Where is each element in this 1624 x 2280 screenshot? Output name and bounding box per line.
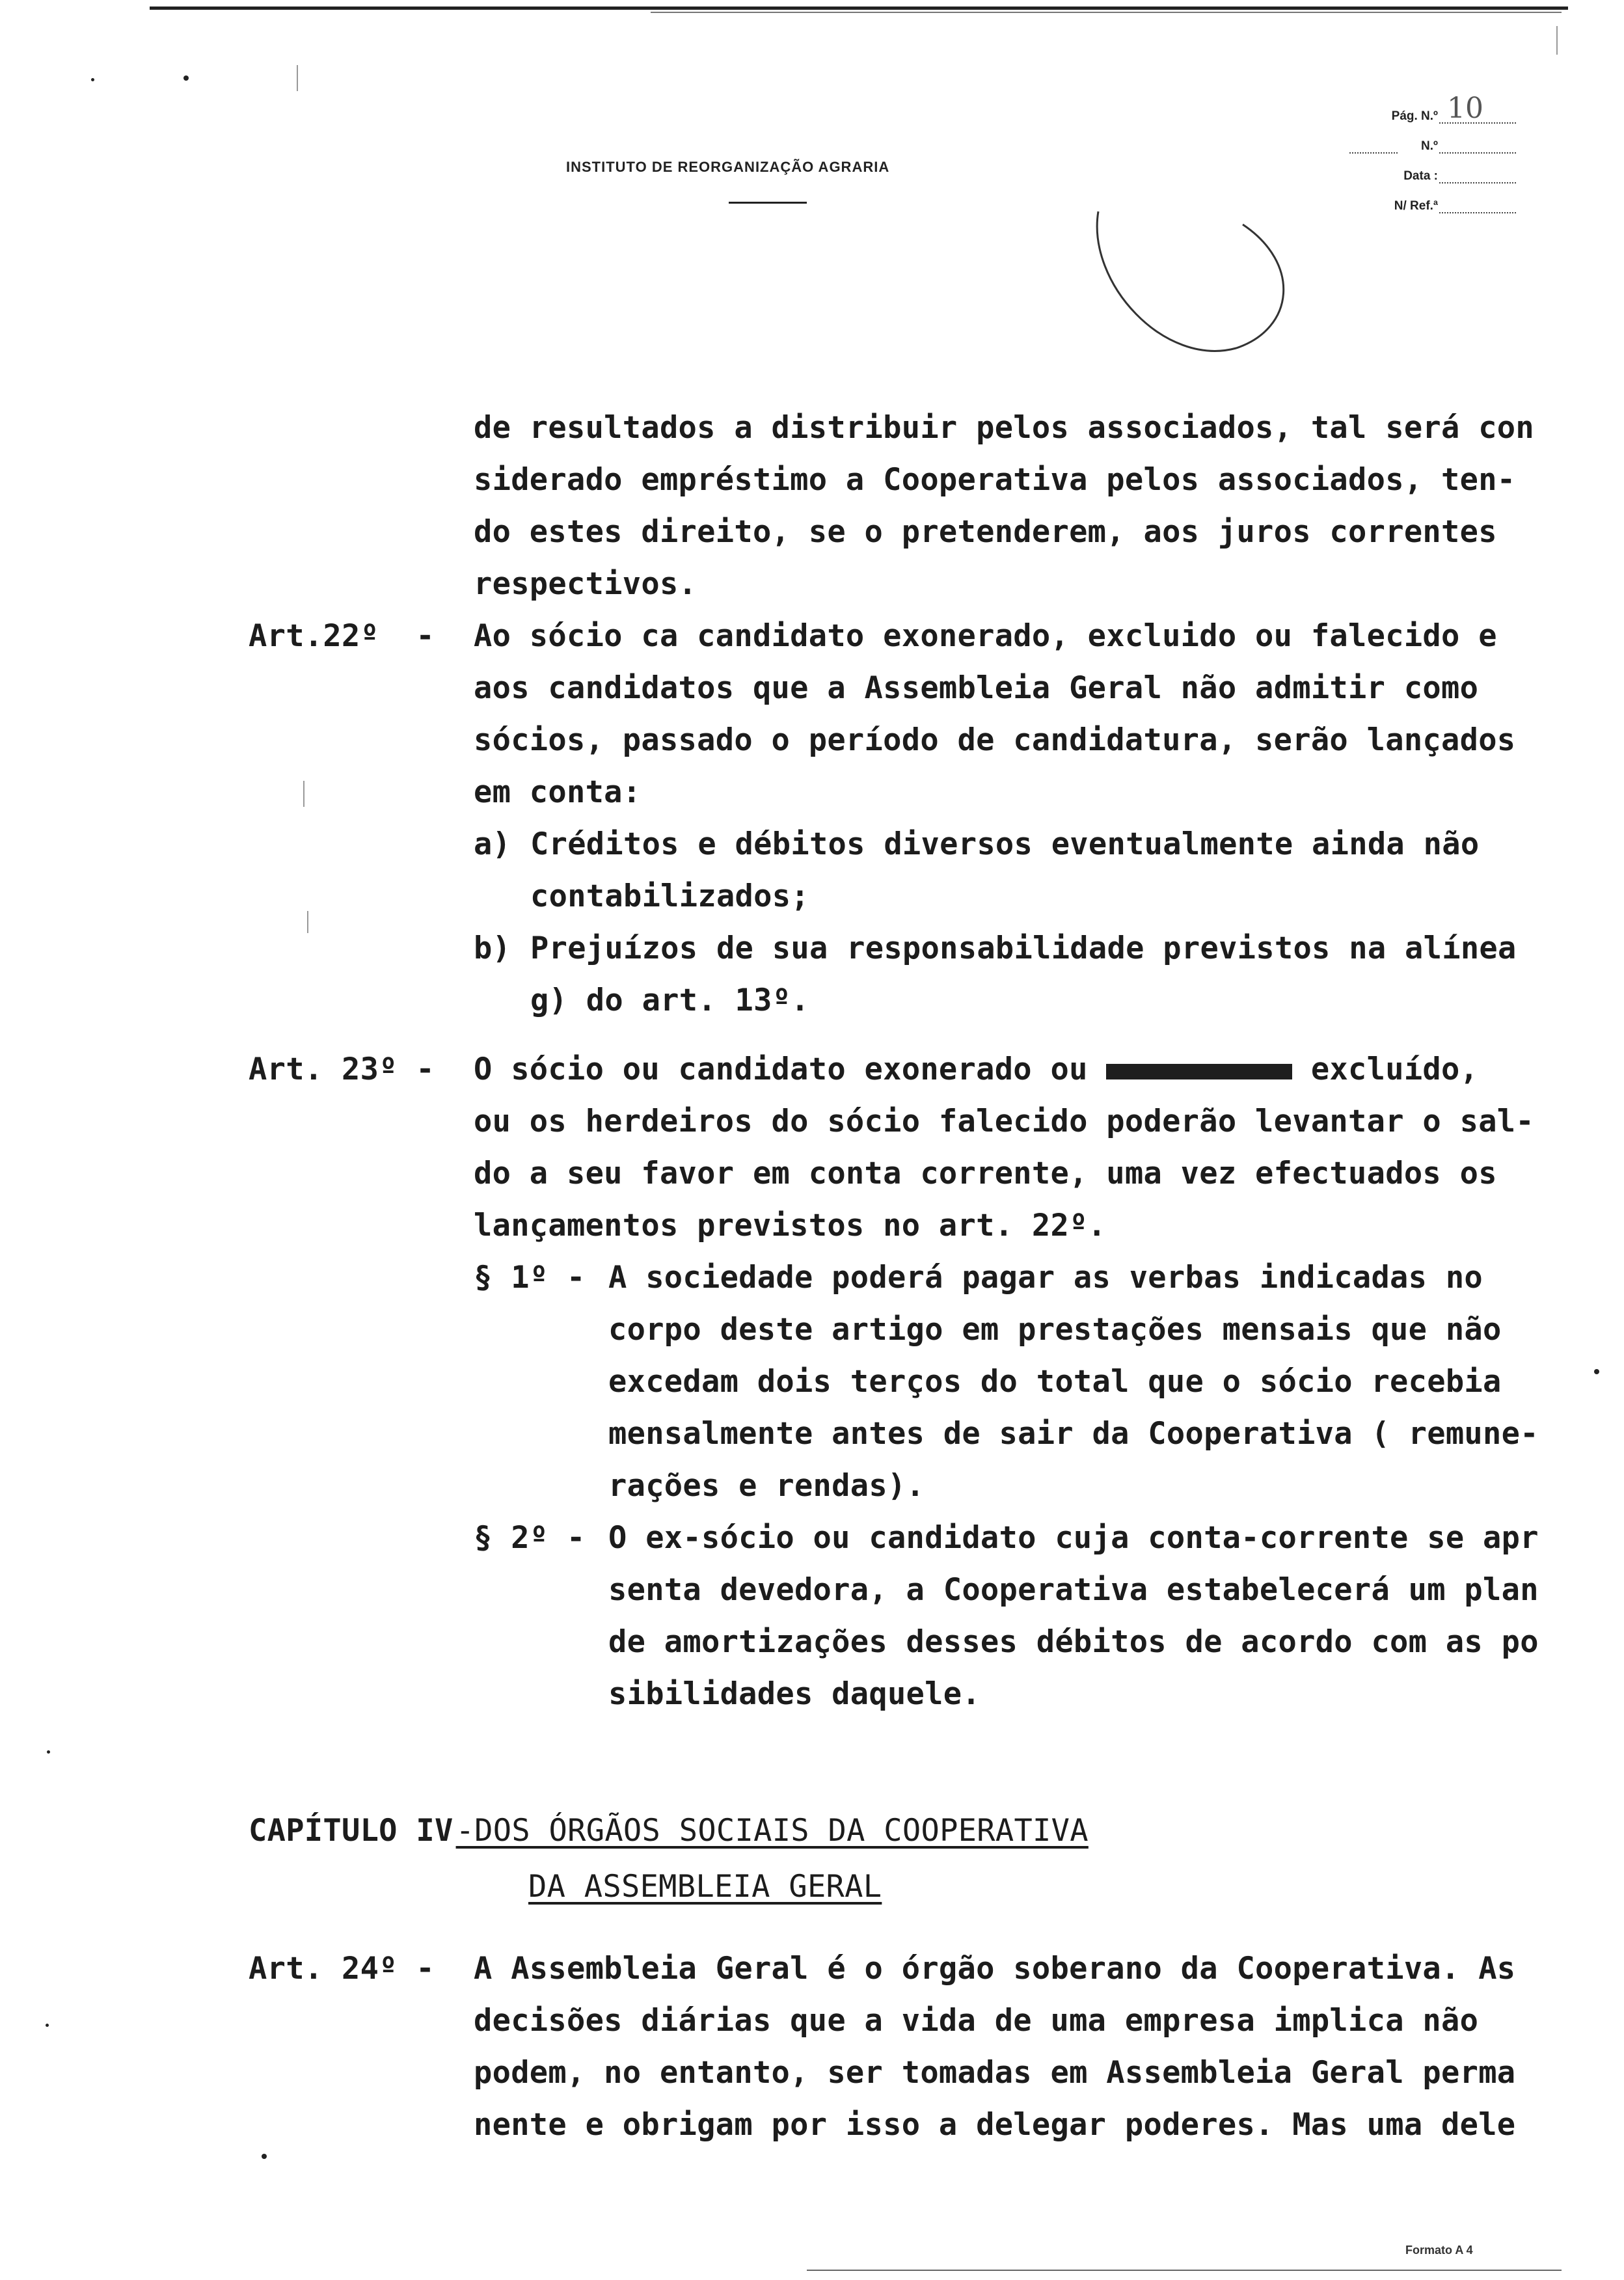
art23-label: Art. 23º -	[249, 1052, 435, 1087]
intro-line-3: do estes direito, se o pretenderem, aos juros correntes	[474, 514, 1497, 550]
intro-line-4: respectivos.	[474, 566, 697, 602]
art23-par1-line-2: corpo deste artigo em prestações mensais que não	[608, 1312, 1502, 1348]
art23-line-2: ou os herdeiros do sócio falecido poderão levantar o sal-	[474, 1104, 1534, 1139]
art23-par2-line-1: O ex-sócio ou candidato cuja conta-corrente se apr	[608, 1520, 1539, 1556]
art22-line-3: sócios, passado o período de candidatura, serão lançados	[474, 722, 1516, 758]
scan-mark	[307, 911, 308, 933]
pen-arc-mark	[1087, 205, 1301, 368]
ref-page-value: 10	[1447, 92, 1483, 125]
art22-item-a-line-1: Créditos e débitos diversos eventualmente ainda não	[530, 826, 1480, 862]
art24-line-2: decisões diárias que a vida de uma empresa implica não	[474, 2003, 1479, 2039]
art23-par1-line-1: A sociedade poderá pagar as verbas indicadas no	[608, 1260, 1483, 1296]
institution-underline	[729, 202, 807, 204]
ref-page-row	[1340, 92, 1516, 128]
art22-label: Art.22º -	[249, 618, 435, 654]
bottom-rule	[807, 2270, 1562, 2271]
scan-speck	[1594, 1369, 1599, 1374]
ref-number-row	[1340, 128, 1516, 157]
art23-line-1-end: excluído,	[1292, 1052, 1479, 1087]
institution-name: INSTITUTO DE REORGANIZAÇÃO AGRARIA	[566, 159, 890, 175]
art24-line-4: nente e obrigam por isso a delegar poderes. Mas uma dele	[474, 2107, 1516, 2143]
reference-block	[1340, 92, 1516, 217]
ref-date-label: Data :	[1403, 169, 1438, 183]
art23-par2-line-3: de amortizações desses débitos de acordo com as po	[608, 1624, 1539, 1660]
intro-line-2: siderado empréstimo a Cooperativa pelos associados, ten-	[474, 462, 1516, 498]
scan-mark	[303, 781, 304, 807]
art22-line-2: aos candidatos que a Assembleia Geral não admitir como	[474, 670, 1479, 706]
art23-line-1	[474, 1044, 1478, 1096]
chapter-title: -DOS ÓRGÃOS SOCIAIS DA COOPERATIVA	[455, 1813, 1089, 1849]
paper-format-label: Formato A 4	[1405, 2244, 1473, 2257]
chapter-subtitle: DA ASSEMBLEIA GERAL	[528, 1869, 882, 1905]
chapter-heading	[249, 1805, 1089, 1857]
scan-speck	[46, 2024, 49, 2027]
scan-speck	[47, 1750, 50, 1754]
ref-number-label: N.º	[1421, 139, 1438, 153]
ref-ref-row	[1340, 187, 1516, 217]
art23-par1-line-3: excedam dois terços do total que o sócio recebia	[608, 1364, 1502, 1400]
art23-line-1-start: O sócio ou candidato exonerado ou	[474, 1052, 1107, 1087]
scan-speck	[262, 2154, 267, 2159]
ref-date-row	[1340, 157, 1516, 187]
art22-item-b-marker: b)	[474, 930, 511, 966]
art22-item-b-line-2: g) do art. 13º.	[530, 983, 809, 1018]
art24-label: Art. 24º -	[249, 1951, 435, 1987]
ref-ref-label: N/ Ref.ª	[1394, 199, 1438, 213]
intro-line-1: de resultados a distribuir pelos associados, tal será con	[474, 410, 1534, 446]
top-rule	[150, 7, 1568, 10]
art23-par2-marker: § 2º -	[474, 1520, 586, 1556]
art22-item-a-marker: a)	[474, 826, 511, 862]
art23-line-4: lançamentos previstos no art. 22º.	[474, 1208, 1107, 1243]
art24-line-1: A Assembleia Geral é o órgão soberano da Cooperativa. As	[474, 1951, 1516, 1987]
scan-mark	[297, 65, 298, 91]
ref-page-label: Pág. N.º	[1391, 109, 1438, 123]
art22-item-a-line-2: contabilizados;	[530, 878, 809, 914]
art23-par1-line-4: mensalmente antes de sair da Cooperativa ( remune-	[608, 1416, 1539, 1452]
art22-line-1: Ao sócio ca candidato exonerado, excluido ou falecido e	[474, 618, 1497, 654]
art22-line-4: em conta:	[474, 774, 642, 810]
art23-par1-marker: § 1º -	[474, 1260, 586, 1296]
art23-par2-line-4: sibilidades daquele.	[608, 1676, 981, 1712]
chapter-label: CAPÍTULO IV	[249, 1813, 453, 1849]
art22-item-b-line-1: Prejuízos de sua responsabilidade previstos na alínea	[530, 930, 1517, 966]
top-rule-secondary	[651, 12, 1562, 13]
scan-speck	[91, 78, 94, 81]
art23-par2-line-2: senta devedora, a Cooperativa estabelecerá um plan	[608, 1572, 1539, 1608]
art23-par1-line-5: rações e rendas).	[608, 1468, 925, 1504]
scan-speck	[183, 75, 189, 81]
art24-line-3: podem, no entanto, ser tomadas em Assembleia Geral perma	[474, 2055, 1516, 2091]
struck-out-word	[1106, 1064, 1292, 1079]
art23-line-3: do a seu favor em conta corrente, uma vez efectuados os	[474, 1156, 1497, 1191]
scan-mark	[1556, 26, 1558, 55]
